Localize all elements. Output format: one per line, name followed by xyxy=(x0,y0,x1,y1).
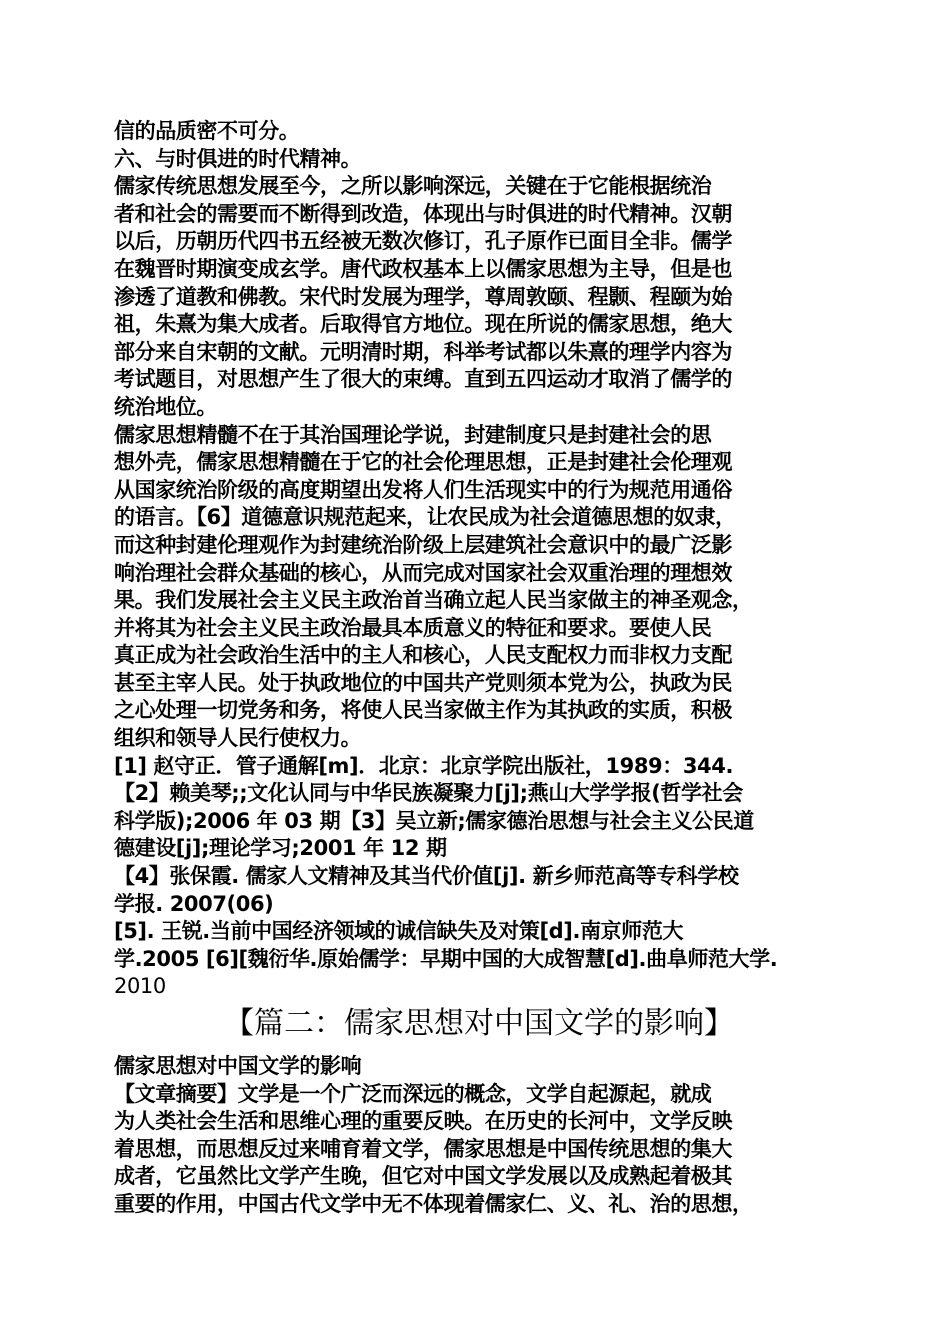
text-line: 以后，历朝历代四书五经被无数次修订，孔子原作已面目全非。儒学 xyxy=(114,229,732,254)
section-subheading: 六、与时俱进的时代精神。 xyxy=(114,146,362,171)
text-line: 想外壳，儒家思想精髓在于它的社会伦理思想，正是封建社会伦理观 xyxy=(114,450,732,475)
text-line: 甚至主宰人民。处于执政地位的中国共产党则须本党为公，执政为民 xyxy=(114,670,732,695)
text-line: 重要的作用，中国古代文学中无不体现着儒家仁、义、礼、治的思想， xyxy=(114,1191,753,1216)
text-line: 的语言。【6】道德意识规范起来，让农民成为社会道德思想的奴隶， xyxy=(114,505,736,530)
text-line: 祖，朱熹为集大成者。后取得官方地位。现在所说的儒家思想，绝大 xyxy=(114,312,732,337)
text-line: 考试题目，对思想产生了很大的束缚。直到五四运动才取消了儒学的 xyxy=(114,367,732,392)
text-line: 在魏晋时期演变成玄学。唐代政权基本上以儒家思想为主导，但是也 xyxy=(114,256,732,281)
text-line: 响治理社会群众基础的核心，从而完成对国家社会双重治理的理想效 xyxy=(114,560,732,585)
text-line: 信的品质密不可分。 xyxy=(114,119,300,143)
article-title: 儒家思想对中国文学的影响 xyxy=(114,1054,362,1078)
text-line: 从国家统治阶级的高度期望出发将人们生活现实中的行为规范用通俗 xyxy=(114,477,732,502)
text-line: 渗透了道教和佛教。宋代时发展为理学，尊周敦颐、程颢、程颐为始 xyxy=(114,284,732,309)
text-line: 真正成为社会政治生活中的主人和核心，人民支配权力而非权力支配 xyxy=(114,643,732,668)
text-line: 【文章摘要】文学是一个广泛而深远的概念，文学自起源起，就成 xyxy=(114,1081,712,1106)
reference-line: 【2】赖美琴;;文化认同与中华民族凝聚力[j];燕山大学学报(哲学社会 xyxy=(114,781,743,806)
text-line: 之心处理一切党务和务，将使人民当家做主作为其执政的实质，积极 xyxy=(114,698,732,723)
reference-line: 2010 xyxy=(114,974,166,999)
reference-line: 学报. 2007(06) xyxy=(114,891,274,916)
text-line: 着思想，而思想反过来哺育着文学，儒家思想是中国传统思想的集大 xyxy=(114,1136,732,1161)
document-body xyxy=(114,118,844,1219)
reference-line: [5]. 王锐.当前中国经济领域的诚信缺失及对策[d].南京师范大 xyxy=(114,919,684,944)
reference-line: [1] 赵守正．管子通解[m]．北京：北京学院出版社，1989：344. xyxy=(114,753,734,778)
reference-line: 科学版);2006 年 03 期【3】吴立新;儒家德治思想与社会主义公民道 xyxy=(114,808,754,833)
reference-line: 德建设[j];理论学习;2001 年 12 期 xyxy=(114,836,447,861)
text-line: 为人类社会生活和思维心理的重要反映。在历史的长河中，文学反映 xyxy=(114,1109,732,1134)
text-line: 者和社会的需要而不断得到改造，体现出与时俱进的时代精神。汉朝 xyxy=(114,201,732,226)
text-line: 成者，它虽然比文学产生晚，但它对中国文学发展以及成熟起着极其 xyxy=(114,1164,732,1189)
text-line: 果。我们发展社会主义民主政治首当确立起人民当家做主的神圣观念， xyxy=(114,588,753,613)
reference-line: 【4】张保霞. 儒家人文精神及其当代价值[j]. 新乡师范高等专科学校 xyxy=(114,864,739,889)
text-line: 儒家思想精髓不在于其治国理论学说，封建制度只是封建社会的思 xyxy=(114,422,712,447)
text-line: 儒家传统思想发展至今，之所以影响深远，关键在于它能根据统治 xyxy=(114,174,712,199)
text-line: 部分来自宋朝的文献。元明清时期，科举考试都以朱熹的理学内容为 xyxy=(114,339,732,364)
text-line: 并将其为社会主义民主政治最具本质意义的特征和要求。要使人民 xyxy=(114,615,712,640)
section-heading: 【篇二：儒家思想对中国文学的影响】 xyxy=(224,1006,734,1041)
reference-line: 学.2005 [6][魏衍华.原始儒学：早期中国的大成智慧[d].曲阜师范大学. xyxy=(114,946,778,971)
text-line: 而这种封建伦理观作为封建统治阶级上层建筑社会意识中的最广泛影 xyxy=(114,532,732,557)
text-line: 组织和领导人民行使权力。 xyxy=(114,726,362,751)
text-line: 统治地位。 xyxy=(114,394,217,419)
